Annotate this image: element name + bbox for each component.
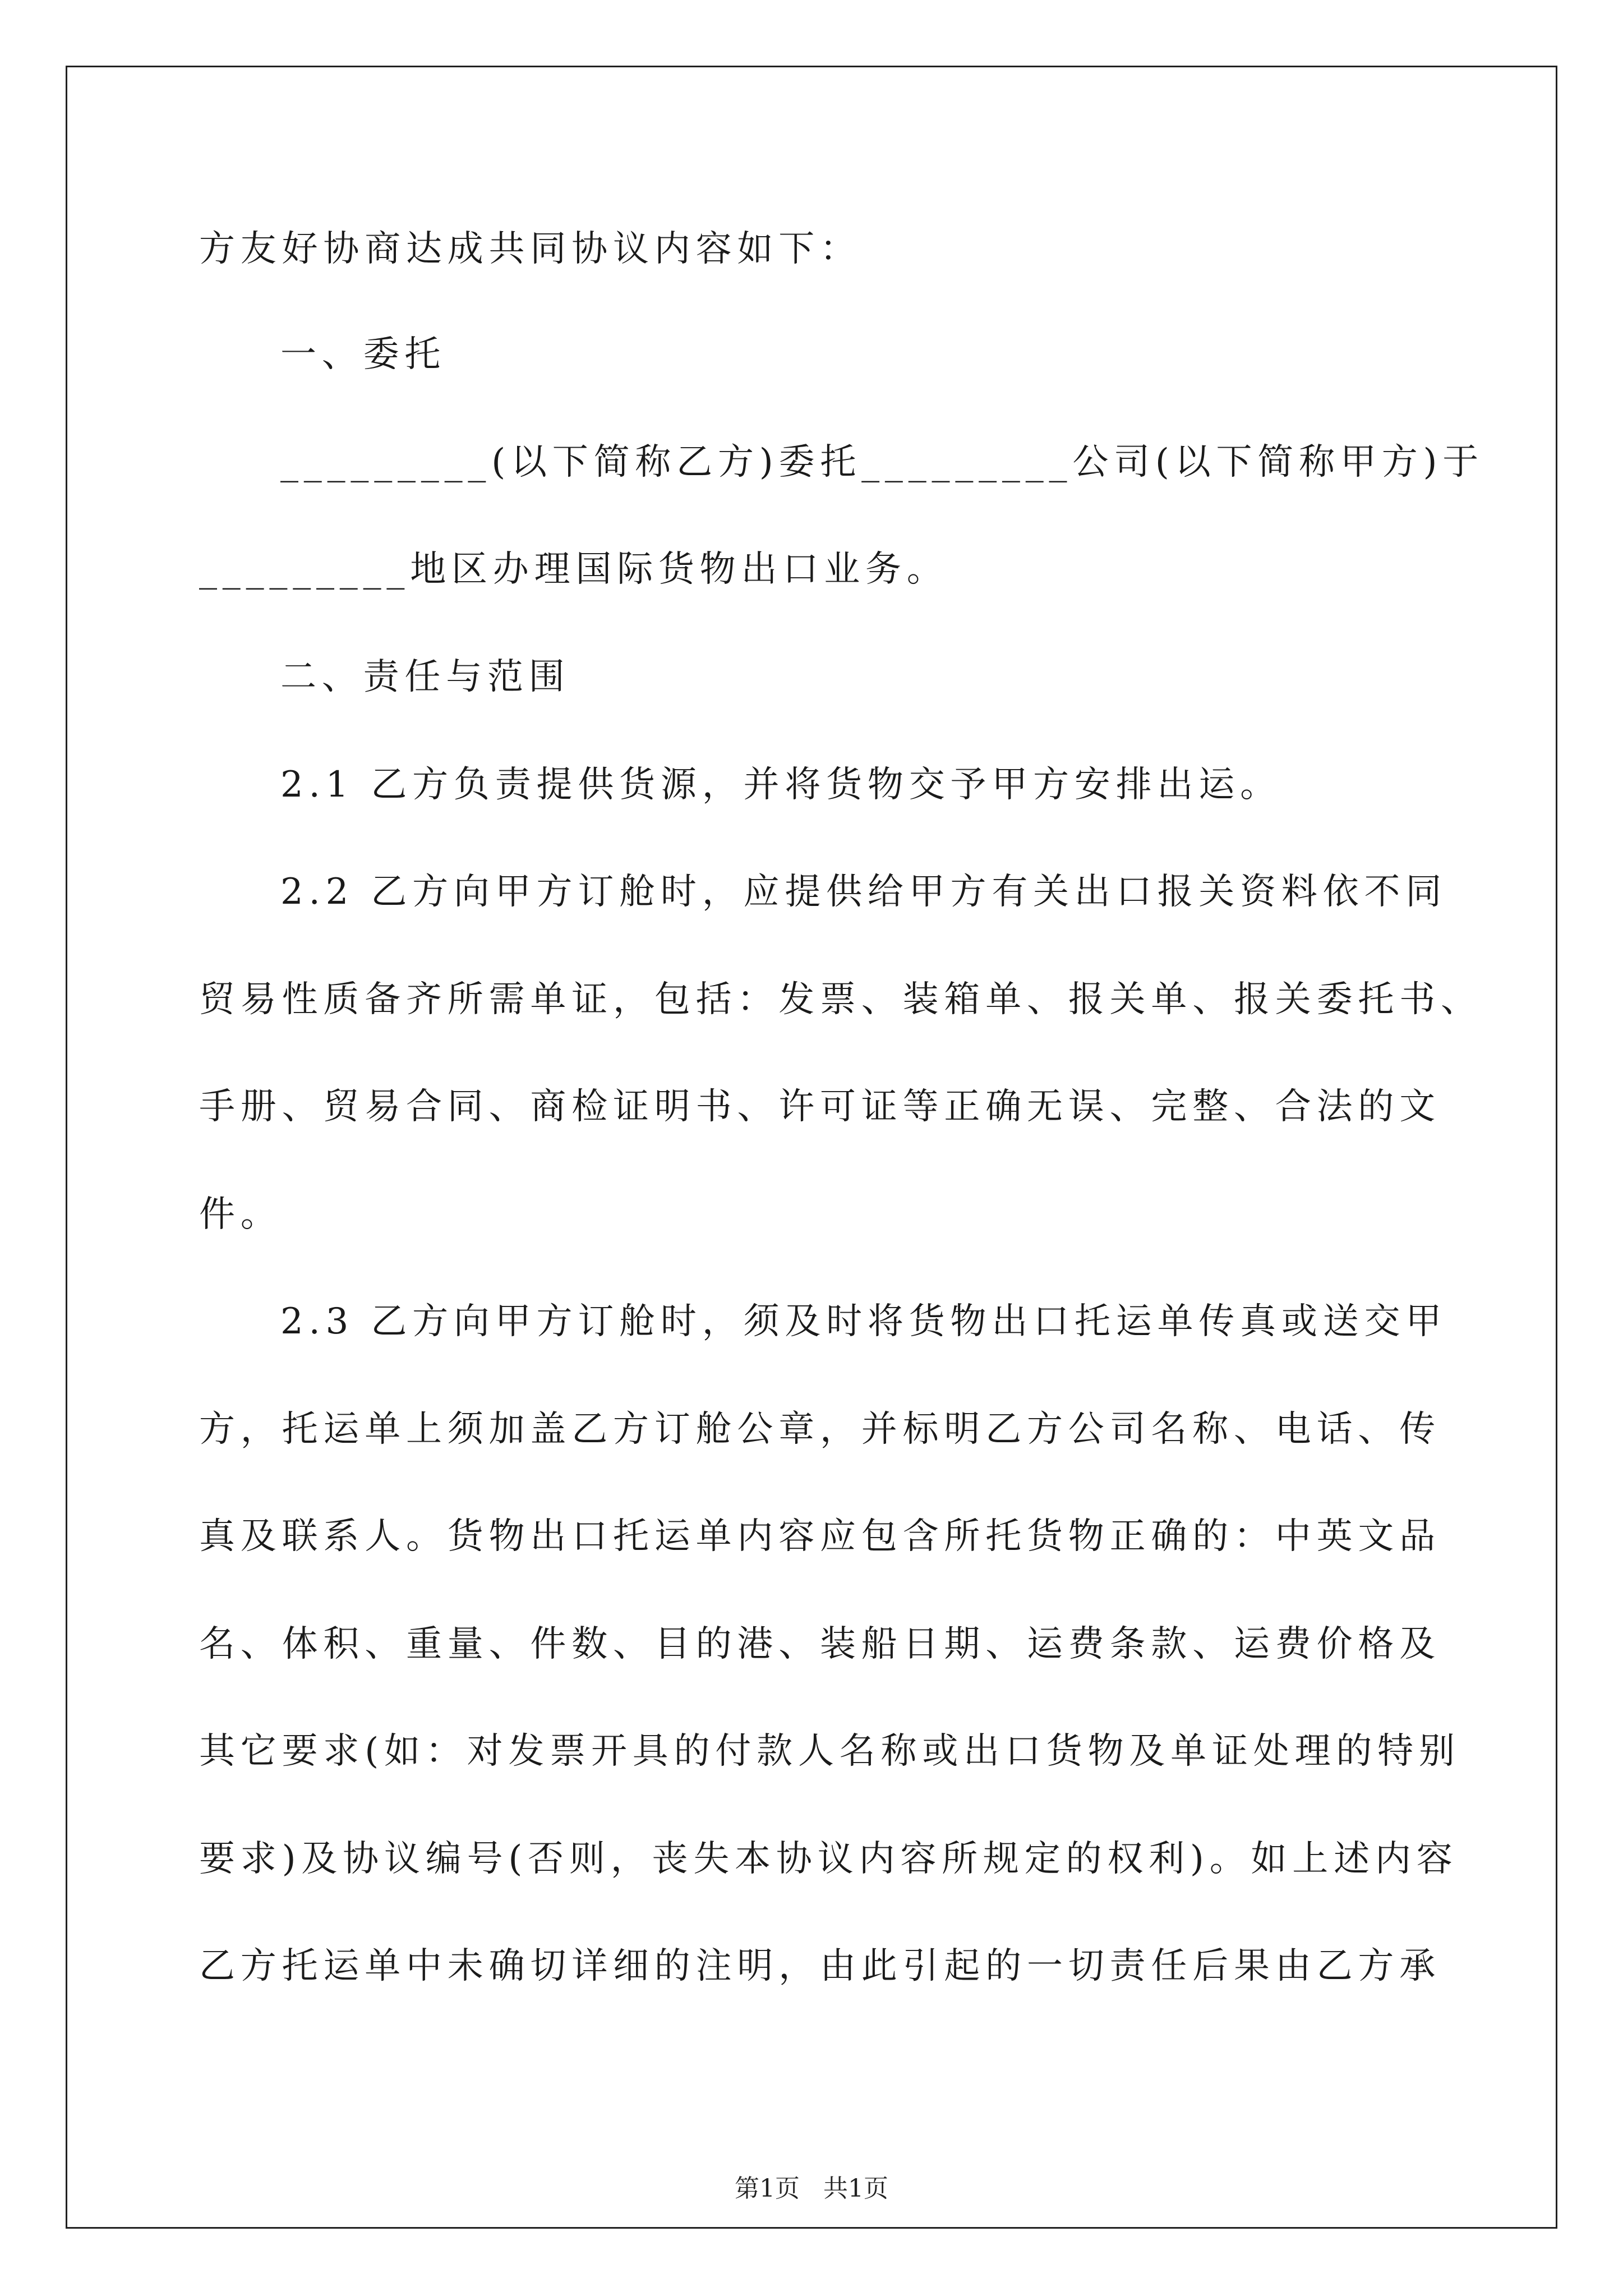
clause-2-2-line-2: 贸易性质备齐所需单证，包括：发票、装箱单、报关单、报关委托书、 <box>199 979 1482 1020</box>
clause-2-3-line-6: 要求)及协议编号(否则，丧失本协议内容所规定的权利)。如上述内容 <box>199 1838 1458 1880</box>
clause-2-3-line-4: 名、体积、重量、件数、目的港、装船日期、运费条款、运费价格及 <box>199 1623 1441 1665</box>
clause-2-3-line-2: 方，托运单上须加盖乙方订舱公章，并标明乙方公司名称、电话、传 <box>199 1409 1441 1450</box>
paragraph-entrust-line-1: _________(以下简称乙方)委托_________公司(以下简称甲方)于 <box>280 441 1484 483</box>
clause-2-2-line-1: 2.2 乙方向甲方订舱时，应提供给甲方有关出口报关资料依不同 <box>280 871 1447 913</box>
clause-2-2-line-3: 手册、贸易合同、商检证明书、许可证等正确无误、完整、合法的文 <box>199 1086 1441 1128</box>
clause-2-2-line-4: 件。 <box>199 1194 282 1235</box>
clause-2-3-line-7: 乙方托运单中未确切详细的注明，由此引起的一切责任后果由乙方承 <box>199 1945 1441 1987</box>
page-number-footer: 第1页 共1页 <box>735 2174 888 2203</box>
clause-2-3-line-3: 真及联系人。货物出口托运单内容应包含所托货物正确的：中英文品 <box>199 1516 1441 1557</box>
page-border <box>66 66 1557 2229</box>
clause-2-3-line-5: 其它要求(如：对发票开具的付款人名称或出口货物及单证处理的特别 <box>199 1731 1460 1772</box>
paragraph-intro-line-1: 方友好协商达成共同协议内容如下： <box>199 228 861 270</box>
clause-2-3-line-1: 2.3 乙方向甲方订舱时，须及时将货物出口托运单传真或送交甲 <box>280 1301 1447 1342</box>
clause-2-1: 2.1 乙方负责提供货源，并将货物交予甲方安排出运。 <box>280 764 1281 806</box>
section-heading-entrust: 一、委托 <box>280 334 446 375</box>
section-heading-responsibility: 二、责任与范围 <box>280 656 570 698</box>
paragraph-entrust-line-2: _________地区办理国际货物出口业务。 <box>199 549 948 590</box>
